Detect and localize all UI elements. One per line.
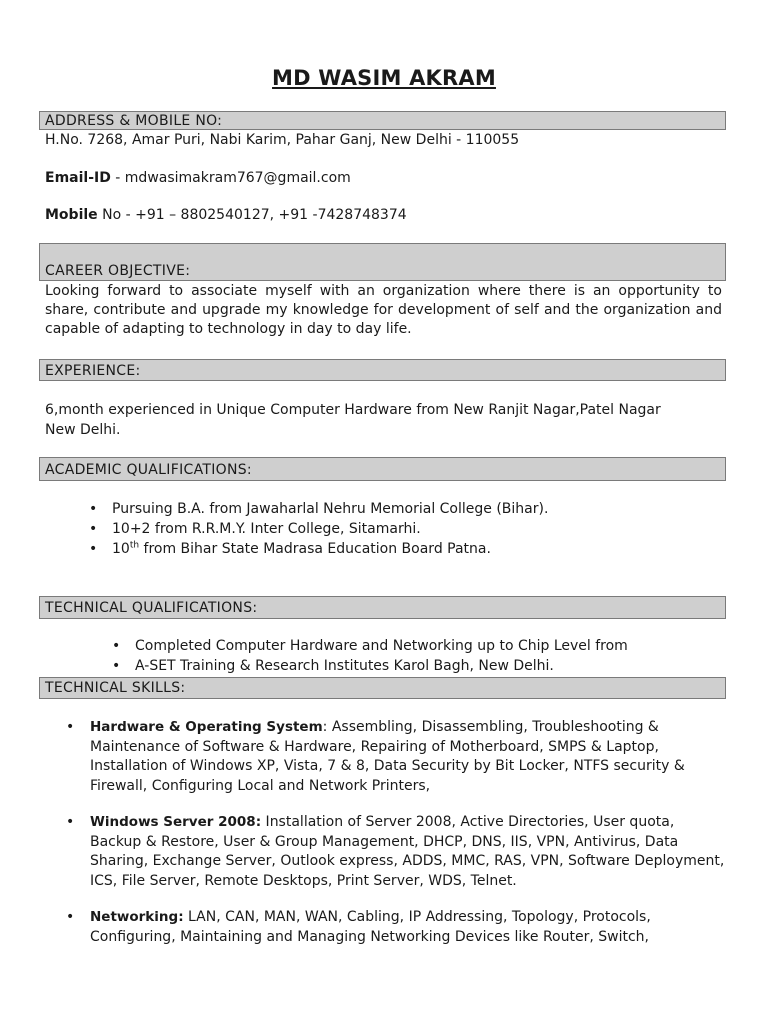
academic-item-superscript: th — [129, 540, 140, 551]
bullet-icon: • — [66, 719, 75, 735]
bullet-icon: • — [89, 521, 98, 537]
email-label: Email-ID — [45, 170, 111, 186]
bullet-icon: • — [66, 909, 75, 925]
email-line — [45, 169, 351, 188]
technical-skills-section-header — [39, 677, 726, 699]
list-item — [89, 539, 548, 559]
experience-header-text: EXPERIENCE: — [45, 363, 141, 379]
career-header-text: CAREER OBJECTIVE: — [45, 263, 191, 279]
experience-section-header — [39, 359, 726, 381]
skill-networking — [66, 908, 730, 947]
experience-line-1: 6,month experienced in Unique Computer Hardware from New Ranjit Nagar,Patel Nagar — [45, 402, 661, 418]
skill-title: Windows Server 2008: — [90, 814, 262, 830]
technical-skills-header-text: TECHNICAL SKILLS: — [45, 680, 186, 696]
skill-hardware-os — [66, 718, 730, 796]
skill-text: Installation of Server 2008, Active Directories, User quota, Backup & Restore, User & Group Management, DHCP, DNS, IIS, VPN, Antivirus, Data Sharing, Exchange Server, Outlook express, ADDS, MMC, RAS, VPN, Software Deployment, ICS, File Server, Remote Desktops, Print Server, WDS, Telnet. — [90, 814, 725, 889]
bullet-icon: • — [66, 814, 75, 830]
technical-qualification-text: Completed Computer Hardware and Networking up to Chip Level from — [135, 638, 628, 654]
academic-item-text: Pursuing B.A. from Jawaharlal Nehru Memorial College (Bihar). — [112, 501, 549, 517]
skill-title: Networking: — [90, 909, 184, 925]
academic-header-text: ACADEMIC QUALIFICATIONS: — [45, 462, 252, 478]
experience-line-2: New Delhi. — [45, 422, 121, 438]
skill-text: LAN, CAN, MAN, WAN, Cabling, IP Addressing, Topology, Protocols, Configuring, Maintaining and Managing Networking Devices like Router, Switch, — [90, 909, 651, 945]
list-item — [112, 656, 628, 676]
technical-qualification-text: A-SET Training & Research Institutes Karol Bagh, New Delhi. — [135, 658, 554, 674]
academic-list — [89, 499, 549, 559]
academic-item-prefix: 10 — [112, 541, 130, 557]
bullet-icon: • — [89, 501, 98, 517]
technical-qualifications-header-text: TECHNICAL QUALIFICATIONS: — [45, 600, 258, 616]
mobile-label: Mobile — [45, 207, 98, 223]
bullet-icon: • — [89, 541, 98, 557]
resume-name: MD WASIM AKRAM — [272, 66, 496, 90]
academic-item-text: 10+2 from R.R.M.Y. Inter College, Sitamarhi. — [112, 521, 421, 537]
skill-windows-server — [66, 813, 730, 891]
technical-qualifications-list — [112, 636, 628, 676]
address-header-text: ADDRESS & MOBILE NO: — [45, 113, 223, 129]
list-item — [89, 519, 548, 539]
bullet-icon: • — [112, 658, 121, 674]
bullet-icon: • — [112, 638, 121, 654]
career-objective-text: Looking forward to associate myself with an organization where there is an opportunity to share, contribute and upgrade my knowledge for development of self and the organization and capable of adapting to technology in day to day life. — [45, 283, 722, 337]
address-section-header — [39, 111, 726, 130]
career-section-header — [39, 243, 726, 281]
list-item — [112, 636, 628, 656]
technical-qualifications-section-header — [39, 596, 726, 619]
skill-title: Hardware & Operating System — [90, 719, 323, 735]
email-value: - mdwasimakram767@gmail.com — [110, 170, 351, 186]
academic-item-rest: from Bihar State Madrasa Education Board Patna. — [139, 541, 491, 557]
skill-text: : Assembling, Disassembling, Troubleshooting & Maintenance of Software & Hardware, Repairing of Motherboard, SMPS & Laptop, Installation of Windows XP, Vista, 7 & 8, Data Security by Bit Locker, NTFS security & Firewall, Configuring Local and Network Printers, — [90, 719, 685, 794]
mobile-line — [45, 206, 407, 225]
list-item — [89, 499, 549, 519]
mobile-value: No - +91 – 8802540127, +91 -7428748374 — [97, 207, 407, 223]
academic-section-header — [39, 457, 726, 481]
address-text: H.No. 7268, Amar Puri, Nabi Karim, Pahar Ganj, New Delhi - 110055 — [45, 132, 520, 148]
